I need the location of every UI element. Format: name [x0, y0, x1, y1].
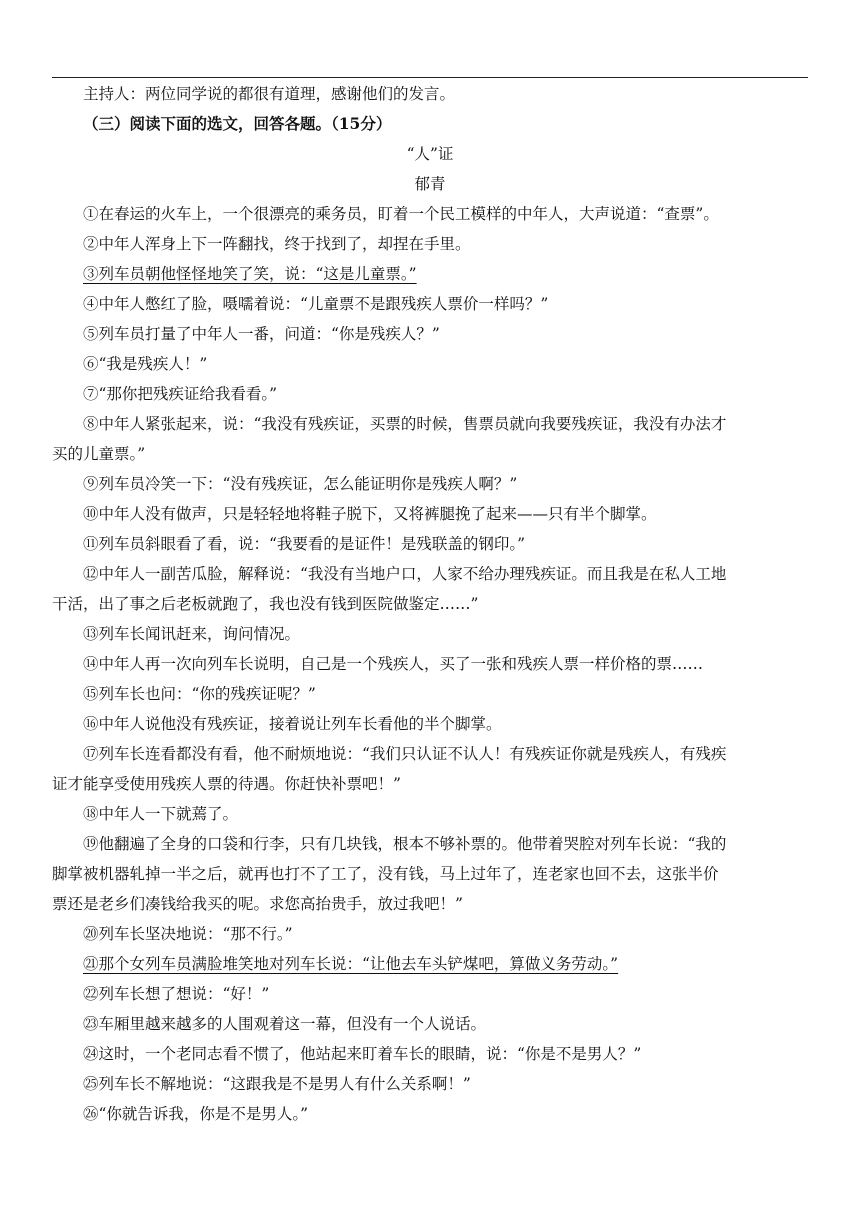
paragraph-line [52, 1039, 808, 1069]
paragraph-line [52, 469, 808, 499]
paragraph-line [52, 799, 808, 829]
paragraph-text: ⑭中年人再一次向列车长说明，自己是一个残疾人，买了一张和残疾人票一样价格的票…… [83, 655, 704, 673]
paragraph-text: ㉒列车长想了想说：“好！” [83, 985, 270, 1003]
paragraph-p12 [52, 559, 808, 619]
paragraph-line [52, 769, 808, 799]
paragraph-line [52, 739, 808, 769]
paragraph-text: ⑮列车长也问：“你的残疾证呢？” [83, 685, 316, 703]
paragraph-line [52, 589, 808, 619]
paragraph-text: ⑯中年人说他没有残疾证，接着说让列车长看他的半个脚掌。 [83, 715, 502, 733]
paragraph-p8 [52, 409, 808, 469]
paragraph-line [52, 1069, 808, 1099]
paragraph-text: 脚掌被机器轧掉一半之后，就再也打不了工了，没有钱，马上过年了，连老家也回不去，这张半价 [52, 865, 719, 883]
paragraph-text: ⑧中年人紧张起来，说：“我没有残疾证，买票的时候，售票员就向我要残疾证，我没有办法才 [83, 415, 727, 433]
paragraph-text: ⑩中年人没有做声，只是轻轻地将鞋子脱下，又将裤腿挽了起来——只有半个脚掌。 [83, 505, 657, 523]
paragraph-line [52, 649, 808, 679]
paragraph-p5 [52, 319, 808, 349]
paragraph-p7 [52, 379, 808, 409]
paragraph-text: ④中年人憋红了脸，嗫嚅着说：“儿童票不是跟残疾人票价一样吗？” [83, 295, 549, 313]
paragraph-p3 [52, 259, 808, 289]
paragraph-line [52, 949, 808, 979]
article-author: 郁青 [414, 175, 446, 193]
paragraph-p19 [52, 829, 808, 919]
paragraph-text: ㉖“你就告诉我，你是不是男人。” [83, 1105, 309, 1123]
paragraph-text: ⑨列车员冷笑一下：“没有残疾证，怎么能证明你是残疾人啊？” [83, 475, 518, 493]
paragraph-p23 [52, 1009, 808, 1039]
paragraph-text: 买的儿童票。” [52, 445, 146, 463]
paragraph-text: ⑰列车长连看都没有看，他不耐烦地说：“我们只认证不认人！有残疾证你就是残疾人，有残疾 [83, 745, 727, 763]
paragraph-text: ⑪列车员斜眼看了看，说：“我要看的是证件！是残联盖的钢印。” [83, 535, 526, 553]
paragraph-line [52, 679, 808, 709]
paragraph-p6 [52, 349, 808, 379]
paragraph-line [52, 229, 808, 259]
paragraph-line [52, 289, 808, 319]
paragraph-p24 [52, 1039, 808, 1069]
paragraph-line [52, 1099, 808, 1129]
paragraph-text: ⑱中年人一下就蔫了。 [83, 805, 239, 823]
paragraph-p11 [52, 529, 808, 559]
paragraph-line [52, 919, 808, 949]
paragraph-p21 [52, 949, 808, 979]
paragraph-text: 证才能享受使用残疾人票的待遇。你赶快补票吧！” [52, 775, 401, 793]
paragraph-text: 票还是老乡们凑钱给我买的呢。求您高抬贵手，放过我吧！” [52, 895, 463, 913]
paragraph-text: ①在春运的火车上，一个很漂亮的乘务员，盯着一个民工模样的中年人，大声说道：“查票”。 [83, 205, 719, 223]
paragraph-line [52, 619, 808, 649]
header-rule [52, 77, 808, 78]
paragraph-p14 [52, 649, 808, 679]
host-remark: 主持人：两位同学说的都很有道理，感谢他们的发言。 [83, 85, 456, 103]
paragraph-line [52, 829, 808, 859]
paragraph-line [52, 259, 808, 289]
paragraph-p4 [52, 289, 808, 319]
paragraph-text: ㉔这时，一个老同志看不惯了，他站起来盯着车长的眼睛，说：“你是不是男人？” [83, 1045, 642, 1063]
paragraph-p26 [52, 1099, 808, 1129]
paragraph-text: ⑤列车员打量了中年人一番，问道：“你是残疾人？” [83, 325, 440, 343]
paragraph-text: ㉑那个女列车员满脸堆笑地对列车长说：“让他去车头铲煤吧，算做义务劳动。” [83, 955, 619, 973]
section-heading: （三）阅读下面的选文，回答各题。（15分） [83, 114, 392, 133]
paragraph-p18 [52, 799, 808, 829]
paragraph-line [52, 709, 808, 739]
paragraph-text: ⑲他翻遍了全身的口袋和行李，只有几块钱，根本不够补票的。他带着哭腔对列车长说：“我的 [83, 835, 727, 853]
article-title: “人”证 [406, 145, 454, 163]
paragraph-text: ⑫中年人一副苦瓜脸，解释说：“我没有当地户口，人家不给办理残疾证。而且我是在私人工地 [83, 565, 727, 583]
paragraph-line [52, 499, 808, 529]
paragraph-text: ㉕列车长不解地说：“这跟我是不是男人有什么关系啊！” [83, 1075, 471, 1093]
paragraph-p2 [52, 229, 808, 259]
paragraph-p20 [52, 919, 808, 949]
paragraph-p15 [52, 679, 808, 709]
paragraph-line [52, 439, 808, 469]
paragraph-line [52, 529, 808, 559]
paragraph-p10 [52, 499, 808, 529]
paragraph-line [52, 559, 808, 589]
paragraph-p17 [52, 739, 808, 799]
paragraph-line [52, 319, 808, 349]
paragraph-line [52, 859, 808, 889]
paragraph-p9 [52, 469, 808, 499]
paragraph-line [52, 889, 808, 919]
paragraph-p25 [52, 1069, 808, 1099]
paragraph-line [52, 409, 808, 439]
paragraph-text: ⑥“我是残疾人！” [83, 355, 208, 373]
paragraph-line [52, 349, 808, 379]
paragraph-text: ⑳列车长坚决地说：“那不行。” [83, 925, 293, 943]
paragraph-text: ⑦“那你把残疾证给我看看。” [83, 385, 278, 403]
paragraph-text: ⑬列车长闻讯赶来，询问情况。 [83, 625, 301, 643]
paragraph-text: ㉓车厢里越来越多的人围观着这一幕，但没有一个人说话。 [83, 1015, 487, 1033]
article-body [52, 199, 808, 1129]
paragraph-p1 [52, 199, 808, 229]
paragraph-text: 干活，出了事之后老板就跑了，我也没有钱到医院做鉴定……” [52, 595, 479, 613]
paragraph-line [52, 199, 808, 229]
paragraph-text: ③列车员朝他怪怪地笑了笑，说：“这是儿童票。” [83, 265, 417, 283]
paragraph-p22 [52, 979, 808, 1009]
document-content [52, 79, 808, 1129]
paragraph-p16 [52, 709, 808, 739]
paragraph-line [52, 1009, 808, 1039]
paragraph-line [52, 379, 808, 409]
paragraph-p13 [52, 619, 808, 649]
paragraph-line [52, 979, 808, 1009]
paragraph-text: ②中年人浑身上下一阵翻找，终于找到了，却捏在手里。 [83, 235, 471, 253]
